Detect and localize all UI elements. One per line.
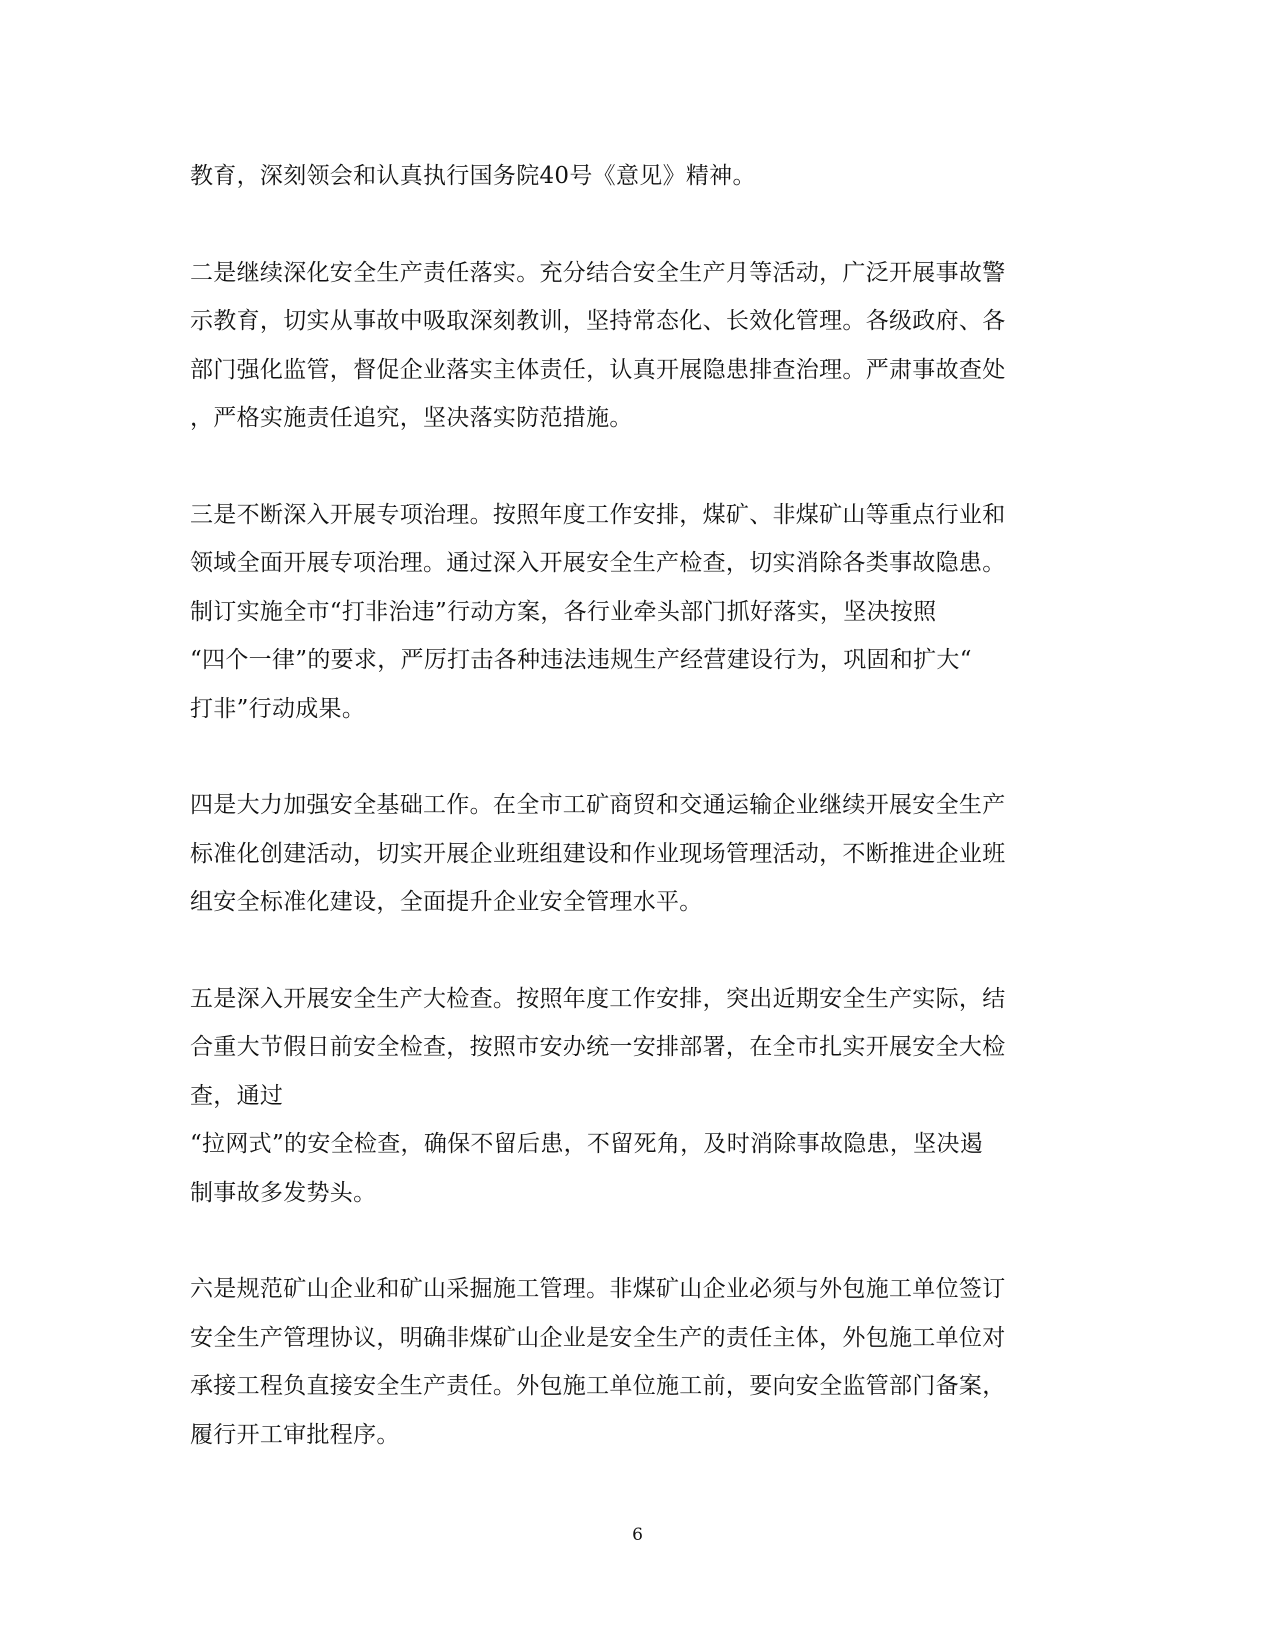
text-line: ，严格实施责任追究，坚决落实防范措施。 [190, 405, 633, 431]
paragraph-special-governance [190, 491, 1070, 734]
paragraph-education [190, 152, 1070, 201]
text-line: 部门强化监管，督促企业落实主体责任，认真开展隐患排查治理。严肃事故查处 [190, 356, 1006, 383]
paragraph-safety-inspection [190, 975, 1070, 1218]
text-line: 组安全标准化建设，全面提升企业安全管理水平。 [190, 889, 703, 915]
document-body [190, 152, 1070, 1507]
text-line: 履行开工审批程序。 [190, 1421, 400, 1448]
text-line: 二是继续深化安全生产责任落实。充分结合安全生产月等活动，广泛开展事故警 [190, 259, 1006, 286]
paragraph-responsibility [190, 249, 1070, 443]
text-line: 六是规范矿山企业和矿山采掘施工管理。非煤矿山企业必须与外包施工单位签订 [190, 1276, 1006, 1302]
text-line: 安全生产管理协议，明确非煤矿山企业是安全生产的责任主体，外包施工单位对 [190, 1324, 1006, 1351]
text-line: 制事故多发势头。 [190, 1179, 377, 1206]
text-line: 查，通过 [190, 1082, 284, 1109]
text-line: “四个一律”的要求，严厉打击各种违法违规生产经营建设行为，巩固和扩大“ [190, 647, 972, 673]
paragraph-mining-management [190, 1265, 1070, 1459]
text-line: 示教育，切实从事故中吸取深刻教训，坚持常态化、长效化管理。各级政府、各 [190, 308, 1006, 334]
text-line: 领域全面开展专项治理。通过深入开展安全生产检查，切实消除各类事故隐患。 [190, 550, 1006, 576]
text-line: 打非”行动成果。 [190, 695, 366, 722]
text-line: 承接工程负直接安全生产责任。外包施工单位施工前，要向安全监管部门备案， [190, 1373, 1006, 1399]
text-line: 五是深入开展安全生产大检查。按照年度工作安排，突出近期安全生产实际，结 [190, 985, 1006, 1012]
text-line: 教育，深刻领会和认真执行国务院40号《意见》精神。 [190, 163, 756, 189]
text-line: 制订实施全市“打非治违”行动方案，各行业牵头部门抓好落实，坚决按照 [190, 598, 937, 625]
page-number: 6 [632, 1525, 643, 1545]
text-line: 三是不断深入开展专项治理。按照年度工作安排，煤矿、非煤矿山等重点行业和 [190, 501, 1006, 528]
text-line: “拉网式”的安全检查，确保不留后患，不留死角，及时消除事故隐患，坚决遏 [190, 1131, 984, 1157]
text-line: 标准化创建活动，切实开展企业班组建设和作业现场管理活动，不断推进企业班 [190, 840, 1006, 867]
paragraph-safety-foundation [190, 781, 1070, 927]
text-line: 四是大力加强安全基础工作。在全市工矿商贸和交通运输企业继续开展安全生产 [190, 792, 1006, 818]
text-line: 合重大节假日前安全检查，按照市安办统一安排部署，在全市扎实开展安全大检 [190, 1034, 1006, 1060]
